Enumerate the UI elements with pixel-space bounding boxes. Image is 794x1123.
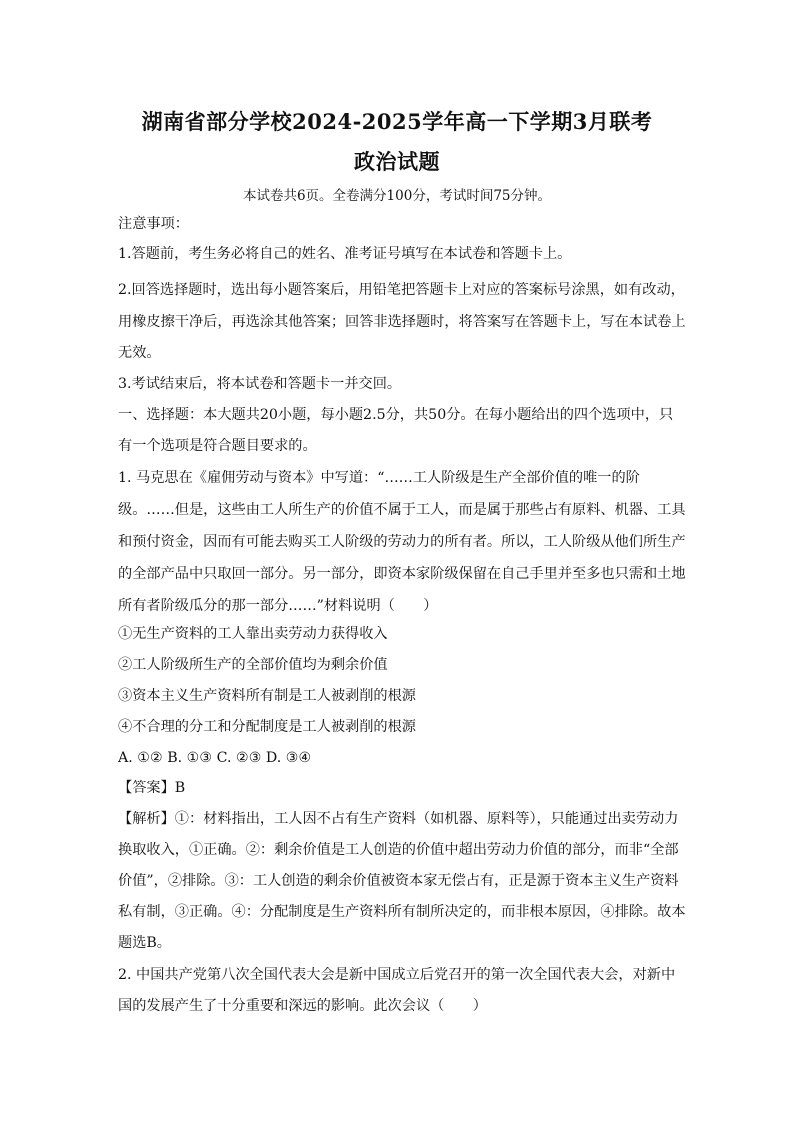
question-1-answer: 【答案】B — [118, 780, 186, 796]
note-3: 3.考试结束后，将本试卷和答题卡一并交回。 — [118, 376, 402, 392]
question-1-line-3: 和预付资金，因而有可能去购买工人阶级的劳动力的所有者。所以，工人阶级从他们所生产 — [118, 534, 686, 550]
question-1-analysis-line-4: 私有制，③正确。④：分配制度是生产资料所有制所决定的，而非根本原因，④排除。故本 — [118, 904, 686, 920]
question-1-line-4: 的全部产品中只取回一部分。另一部分，即资本家阶级保留在自己手里并至多也只需和土地 — [118, 566, 686, 582]
note-2-line-1: 2.回答选择题时，选出每小题答案后，用铅笔把答题卡上对应的答案标号涂黑，如有改动， — [118, 282, 685, 298]
exam-info: 本试卷共6页。全卷满分100分，考试时间75分钟。 — [242, 188, 552, 204]
note-2-line-2: 用橡皮擦干净后，再选涂其他答案；回答非选择题时，将答案写在答题卡上，写在本试卷上 — [118, 314, 686, 330]
question-1-line-1: 1. 马克思在《雇佣劳动与资本》中写道：“……工人阶级是生产全部价值的唯一的阶 — [118, 470, 640, 486]
question-1-line-5: 所有者阶级瓜分的那一部分……”材料说明（ ） — [118, 598, 438, 614]
exam-subject: 政治试题 — [354, 149, 440, 174]
question-1-option-4: ④不合理的分工和分配制度是工人被剥削的根源 — [118, 719, 416, 735]
notes-heading: 注意事项： — [118, 216, 189, 232]
question-1-choices: A. ①② B. ①③ C. ②③ D. ③④ — [118, 750, 312, 766]
note-1: 1.答题前，考生务必将自己的姓名、准考证号填写在本试卷和答题卡上。 — [118, 246, 572, 262]
question-1-line-2: 级。……但是，这些由工人所生产的价值不属于工人，而是属于那些占有原料、机器、工具 — [118, 502, 686, 518]
question-1-analysis-line-1: 【解析】①：材料指出，工人因不占有生产资料（如机器、原料等），只能通过出卖劳动力 — [118, 811, 679, 827]
question-1-option-3: ③资本主义生产资料所有制是工人被剥削的根源 — [118, 688, 416, 704]
section-heading-line-1: 一、选择题：本大题共20小题，每小题2.5分，共50分。在每小题给出的四个选项中，只 — [118, 407, 674, 423]
note-2-line-3: 无效。 — [118, 345, 161, 361]
question-1-analysis-line-3: 价值”，②排除。③：工人创造的剩余价值被资本家无偿占有，正是源于资本主义生产资料 — [118, 873, 679, 889]
exam-title: 湖南省部分学校2024-2025学年高一下学期3月联考 — [141, 109, 653, 134]
question-2-line-2: 国的发展产生了十分重要和深远的影响。此次会议（ ） — [118, 998, 487, 1014]
question-1-option-1: ①无生产资料的工人靠出卖劳动力获得收入 — [118, 626, 388, 642]
question-1-analysis-line-5: 题选B。 — [118, 935, 171, 951]
question-2-line-1: 2. 中国共产党第八次全国代表大会是新中国成立后党召开的第一次全国代表大会，对新中 — [118, 967, 676, 983]
section-heading-line-2: 有一个选项是符合题目要求的。 — [118, 438, 317, 454]
question-1-option-2: ②工人阶级所生产的全部价值均为剩余价值 — [118, 657, 388, 673]
question-1-analysis-line-2: 换取收入，①正确。②：剩余价值是工人创造的价值中超出劳动力价值的部分，而非“全部 — [118, 842, 679, 858]
